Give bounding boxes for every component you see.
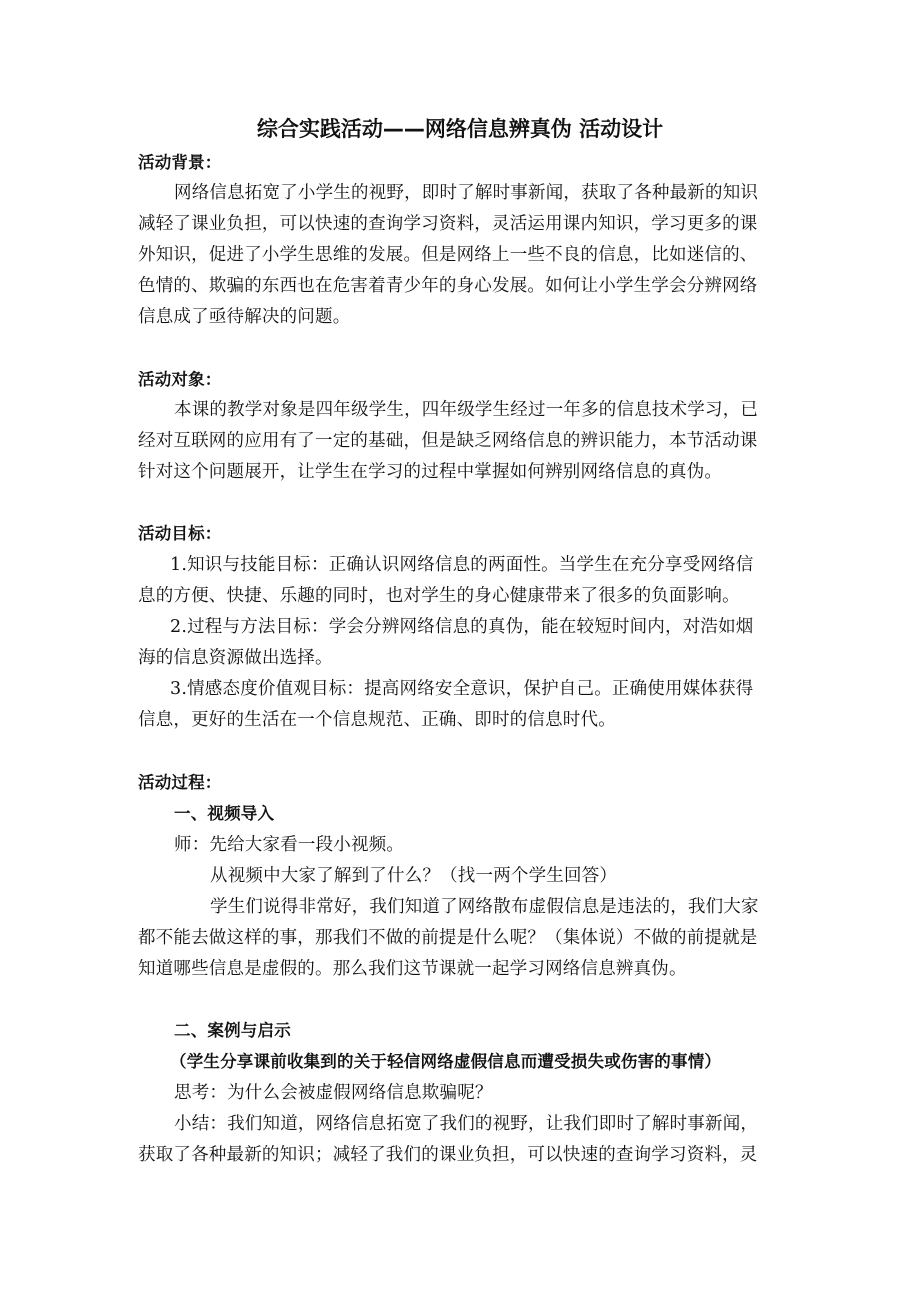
paragraph-line: 针对这个问题展开，让学生在学习的过程中掌握如何辨别网络信息的真伪。 [138, 462, 723, 482]
paragraph-line: 减轻了课业负担，可以快速的查询学习资料，灵活运用课内知识，学习更多的课 [138, 214, 758, 234]
section-heading-goals: 活动目标： [138, 524, 222, 543]
section-heading-background: 活动背景： [138, 153, 222, 172]
subsection-heading-video-intro: 一、视频导入 [174, 804, 275, 823]
subsection-note: （学生分享课前收集到的关于轻信网络虚假信息而遭受损失或伤害的事情） [170, 1052, 722, 1071]
section-heading-audience: 活动对象： [138, 370, 222, 389]
paragraph-line: 海的信息资源做出选择。 [138, 648, 333, 668]
paragraph-line: 息的方便、快捷、乐趣的同时，也对学生的身心健康带来了很多的负面影响。 [138, 586, 740, 606]
paragraph-line: 师：先给大家看一段小视频。 [174, 835, 405, 855]
paragraph-line: 从视频中大家了解到了什么？（找一两个学生回答） [210, 866, 618, 886]
document-title: 综合实践活动——网络信息辨真伪 活动设计 [256, 117, 664, 141]
section-heading-process: 活动过程： [138, 773, 222, 792]
paragraph-line: 经对互联网的应用有了一定的基础，但是缺乏网络信息的辨识能力，本节活动课 [138, 431, 758, 451]
paragraph-line: 获取了各种最新的知识；减轻了我们的课业负担，可以快速的查询学习资料，灵 [138, 1145, 758, 1165]
paragraph-line: 思考：为什么会被虚假网络信息欺骗呢？ [174, 1083, 493, 1103]
goal-item: 1.知识与技能目标：正确认识网络信息的两面性。当学生在充分享受网络信 [170, 555, 754, 575]
subsection-heading-cases: 二、案例与启示 [174, 1021, 291, 1040]
paragraph-line: 网络信息拓宽了小学生的视野，即时了解时事新闻，获取了各种最新的知识 [174, 183, 759, 203]
paragraph-line: 外知识，促进了小学生思维的发展。但是网络上一些不良的信息，比如迷信的、 [138, 245, 758, 265]
paragraph-line: 信息成了亟待解决的问题。 [138, 307, 351, 327]
paragraph-line: 学生们说得非常好，我们知道了网络散布虚假信息是违法的，我们大家 [210, 897, 759, 917]
paragraph-line: 信息，更好的生活在一个信息规范、正确、即时的信息时代。 [138, 710, 616, 730]
paragraph-line: 知道哪些信息是虚假的。那么我们这节课就一起学习网络信息辨真伪。 [138, 959, 687, 979]
paragraph-line: 都不能去做这样的事，那我们不做的前提是什么呢？（集体说）不做的前提就是 [138, 928, 758, 948]
goal-item: 2.过程与方法目标：学会分辨网络信息的真伪，能在较短时间内，对浩如烟 [170, 617, 754, 637]
goal-item: 3.情感态度价值观目标：提高网络安全意识，保护自己。正确使用媒体获得 [170, 679, 754, 699]
paragraph-line: 色情的、欺骗的东西也在危害着青少年的身心发展。如何让小学生学会分辨网络 [138, 276, 758, 296]
paragraph-line: 小结：我们知道，网络信息拓宽了我们的视野，让我们即时了解时事新闻， [174, 1114, 759, 1134]
paragraph-line: 本课的教学对象是四年级学生，四年级学生经过一年多的信息技术学习，已 [174, 400, 759, 420]
